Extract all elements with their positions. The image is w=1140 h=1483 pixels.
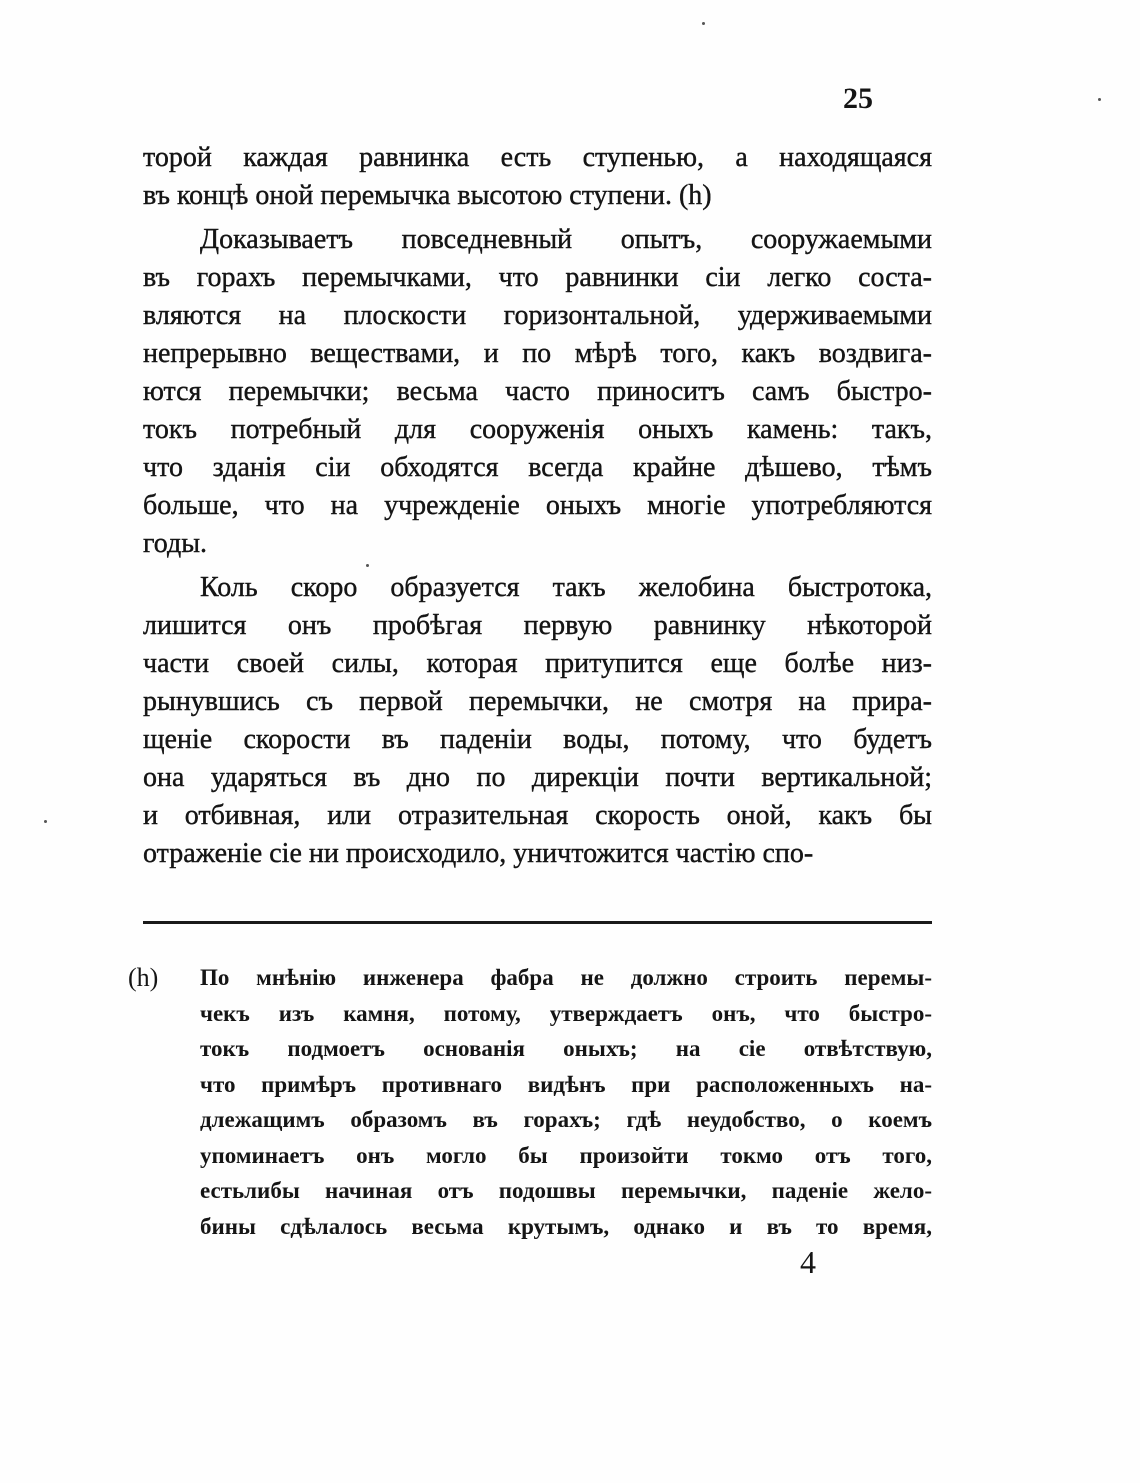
paragraph (143, 139, 932, 215)
text-line: отраженіе сіе ни происходило, уничтожится частію спо- (143, 838, 814, 869)
text-line: лишится онъ пробѣгая первую равнинку нѣкоторой (143, 610, 932, 641)
text-line: части своей силы, которая притупится еще болѣе низ- (143, 648, 932, 679)
text-line: рынувшись съ первой перемычки, не смотря на прира- (143, 686, 932, 717)
text-line: въ горахъ перемычками, что равнинки сіи легко соста- (143, 262, 932, 293)
page-number: 25 (843, 82, 873, 115)
footnote-line: чекъ изъ камня, потому, утверждаетъ онъ, что быстро- (200, 1000, 932, 1026)
text-line: ются перемычки; весьма часто приноситъ самъ быстро- (143, 376, 932, 407)
footnote-line: длежащимъ образомъ въ горахъ; гдѣ неудобство, о коемъ (200, 1107, 932, 1132)
footnote-line: упоминаетъ онъ могло бы произойти токмо отъ того, (200, 1142, 932, 1168)
text-line: въ концѣ оной перемычка высотою ступени. (h) (143, 180, 712, 211)
text-line: щеніе скорости въ паденіи воды, потому, что будетъ (143, 724, 932, 755)
text-line: что зданія сіи обходятся всегда крайне дѣшево, тѣмъ (143, 452, 932, 483)
text-line: годы. (143, 528, 208, 559)
footnote-text (200, 960, 932, 1244)
text-line: больше, что на учрежденіе оныхъ многіе употребляются (143, 490, 932, 521)
text-line: токъ потребный для сооруженія оныхъ камень: такъ, (143, 414, 932, 445)
footnote-line: бины сдѣлалось весьма крутымъ, однако и въ то время, (200, 1213, 932, 1239)
scan-speck (702, 22, 705, 25)
footnote-divider (143, 921, 932, 924)
paragraph (143, 221, 932, 563)
footnote-line: По мнѣнію инженера фабра не должно строить перемы- (200, 965, 932, 990)
text-line: непрерывно веществами, и по мѣрѣ того, какъ воздвига- (143, 338, 932, 369)
footnote-line: токъ подмоетъ основанія оныхъ; на сіе отвѣтствую, (200, 1036, 932, 1061)
main-text (143, 139, 932, 879)
signature-mark: 4 (800, 1244, 816, 1280)
text-line: Коль скоро образуется такъ желобина быстротока, (200, 572, 932, 603)
scan-speck (1098, 98, 1101, 101)
text-line: вляются на плоскости горизонтальной, удерживаемыми (143, 300, 932, 331)
scan-speck (44, 820, 47, 823)
text-line: и отбивная, или отразительная скорость оной, какъ бы (143, 800, 932, 831)
text-line: она ударяться въ дно по дирекціи почти вертикальной; (143, 762, 932, 793)
text-line: Доказываетъ повседневный опытъ, сооружаемыми (200, 224, 932, 255)
paragraph (143, 569, 932, 873)
text-line: торой каждая равнинка есть ступенью, а находящаяся (143, 142, 932, 173)
footnote-line: естьлибы начиная отъ подошвы перемычки, паденіе жело- (200, 1178, 932, 1203)
footnote-line: что примѣръ противнаго видѣнъ при расположенныхъ на- (200, 1071, 932, 1097)
footnote-marker: (h) (128, 963, 159, 992)
scan-speck (366, 564, 369, 567)
